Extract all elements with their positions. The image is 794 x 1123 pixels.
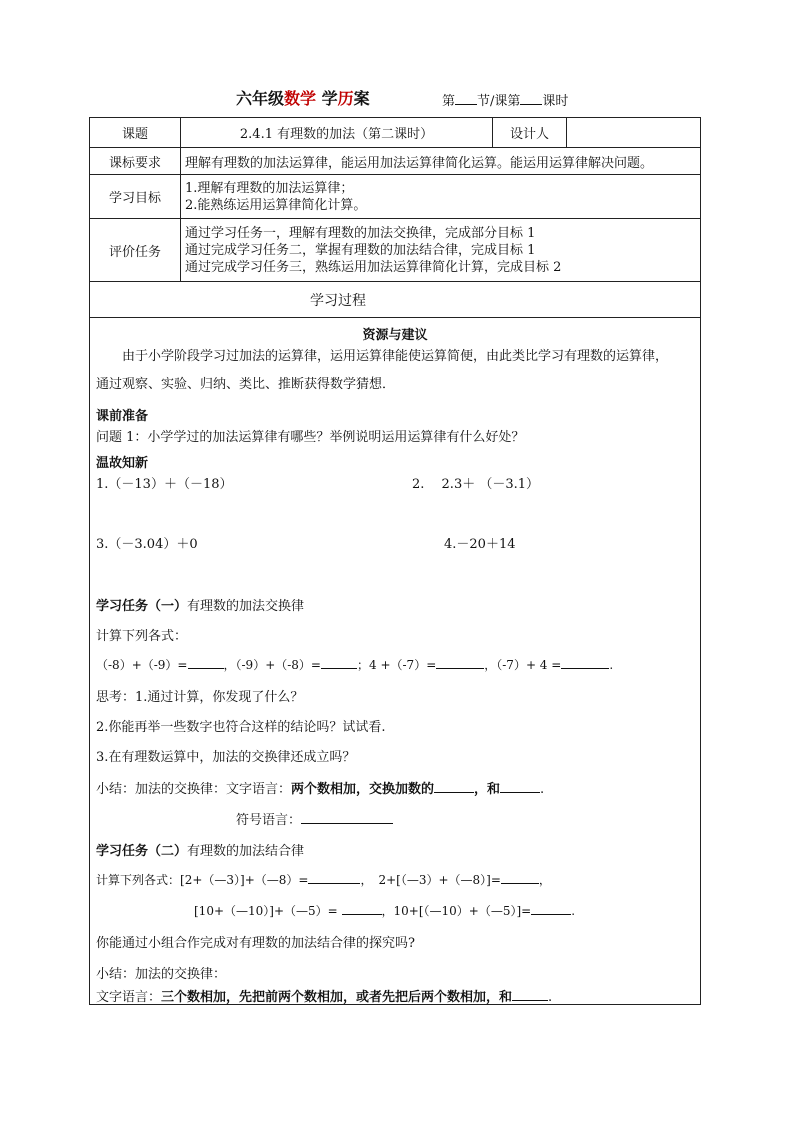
think-1: 思考：1.通过计算，你发现了什么？ (96, 690, 304, 705)
answer-blank[interactable] (500, 780, 540, 793)
answer-blank[interactable] (561, 656, 609, 669)
designer-value[interactable] (567, 118, 701, 148)
label-process: 学习过程 (90, 282, 701, 318)
think-2: 2.你能再举一些数字也符合这样的结论吗？试试看. (96, 720, 386, 735)
row-goals (90, 175, 701, 219)
title-grade: 六年级 (236, 89, 285, 108)
row-standard (90, 148, 701, 175)
goals-value (181, 175, 701, 219)
label-designer: 设计人 (493, 118, 567, 148)
eval-item: 通过完成学习任务三，熟练运用加法运算律简化计算，完成目标 2 (185, 259, 562, 275)
exercise-1: 1.（－13）＋（－18） (96, 477, 233, 492)
row-eval (90, 219, 701, 282)
group-question: 你能通过小组合作完成对有理数的加法结合律的探究吗? (96, 936, 415, 951)
standard-value: 理解有理数的加法运算律，能运用加法运算律简化运算。能运用运算律解决问题。 (181, 148, 701, 175)
exercise-2: 2. 2.3＋ （－3.1） (412, 477, 540, 492)
summary-1: 小结：加法的交换律：文字语言：两个数相加，交换加数的 ，和 . (96, 782, 545, 797)
resources-title: 资源与建议 (362, 328, 428, 343)
calc-line-2: 计算下列各式：[2+（—3）]+（—8）= ， 2+[（—3）+（—8）]= ， (96, 873, 551, 887)
eval-item: 通过完成学习任务二，掌握有理数的加法结合律，完成目标 1 (185, 242, 536, 258)
prep-title: 课前准备 (96, 409, 149, 424)
task2-heading: 学习任务（二）有理数的加法结合律 (96, 844, 305, 859)
intro-line-2: 通过观察、实验、归纳、类比、推断获得数学猜想． (96, 377, 396, 392)
section-info: 第 节/课第 课时 (442, 94, 569, 109)
goal-item: 1.理解有理数的加法运算律； (185, 180, 354, 196)
answer-blank[interactable] (188, 656, 224, 669)
title-an: 案 (353, 89, 370, 108)
summary-2-text: 文字语言：三个数相加，先把前两个数相加，或者先把后两个数相加，和 . (96, 990, 553, 1005)
topic-value: 2.4.1 有理数的加法（第二课时） (181, 118, 493, 148)
answer-blank[interactable] (301, 811, 393, 824)
title-li: 历 (337, 89, 354, 108)
task1-heading: 学习任务（一）有理数的加法交换律 (96, 599, 305, 614)
label-goals: 学习目标 (90, 175, 181, 219)
symbol-language: 符号语言： (236, 809, 393, 828)
answer-blank[interactable] (512, 988, 548, 1001)
label-standard: 课标要求 (90, 148, 181, 175)
lesson-blank[interactable] (520, 92, 542, 105)
lesson-content (90, 318, 700, 1004)
answer-blank[interactable] (342, 902, 382, 915)
eval-value (181, 219, 701, 282)
answer-blank[interactable] (434, 780, 474, 793)
label-topic: 课题 (90, 118, 181, 148)
eval-item: 通过学习任务一，理解有理数的加法交换律，完成部分目标 1 (185, 225, 536, 241)
title-subject: 数学 (284, 89, 317, 108)
intro-line-1: 由于小学阶段学习过加法的运算律，运用运算律能使运算简便，由此类比学习有理数的运算律， (122, 349, 669, 364)
answer-blank[interactable] (436, 656, 484, 669)
review-title: 温故知新 (96, 456, 149, 471)
lesson-plan-table (89, 117, 701, 1005)
calc-line-1: （-8）+（-9）= ，（-9）+（-8）= ；4 +（-7）= ，（-7）+ 4 = . (96, 658, 614, 672)
row-content (90, 318, 701, 1005)
summary-2: 小结：加法的交换律： (96, 967, 227, 982)
answer-blank[interactable] (501, 871, 539, 884)
question-1: 问题 1：小学学过的加法运算律有哪些？举例说明运用运算律有什么好处？ (96, 430, 525, 445)
title-xue: 学 (316, 89, 338, 108)
content-cell (90, 318, 701, 1005)
calc-prompt-1: 计算下列各式： (96, 629, 188, 644)
answer-blank[interactable] (308, 871, 360, 884)
answer-blank[interactable] (321, 656, 357, 669)
think-3: 3.在有理数运算中，加法的交换律还成立吗？ (96, 750, 356, 765)
row-process (90, 282, 701, 318)
calc-line-3: [10+（—10）]+（—5）= ，10+[（—10）+（—5）]= . (194, 904, 576, 918)
section-blank[interactable] (455, 92, 477, 105)
exercise-4: 4.－20＋14 (444, 537, 516, 552)
exercise-3: 3.（－3.04）＋0 (96, 537, 198, 552)
label-eval: 评价任务 (90, 219, 181, 282)
answer-blank[interactable] (531, 902, 571, 915)
goal-item: 2.能熟练运用运算律简化计算。 (185, 197, 367, 213)
row-topic (90, 118, 701, 148)
